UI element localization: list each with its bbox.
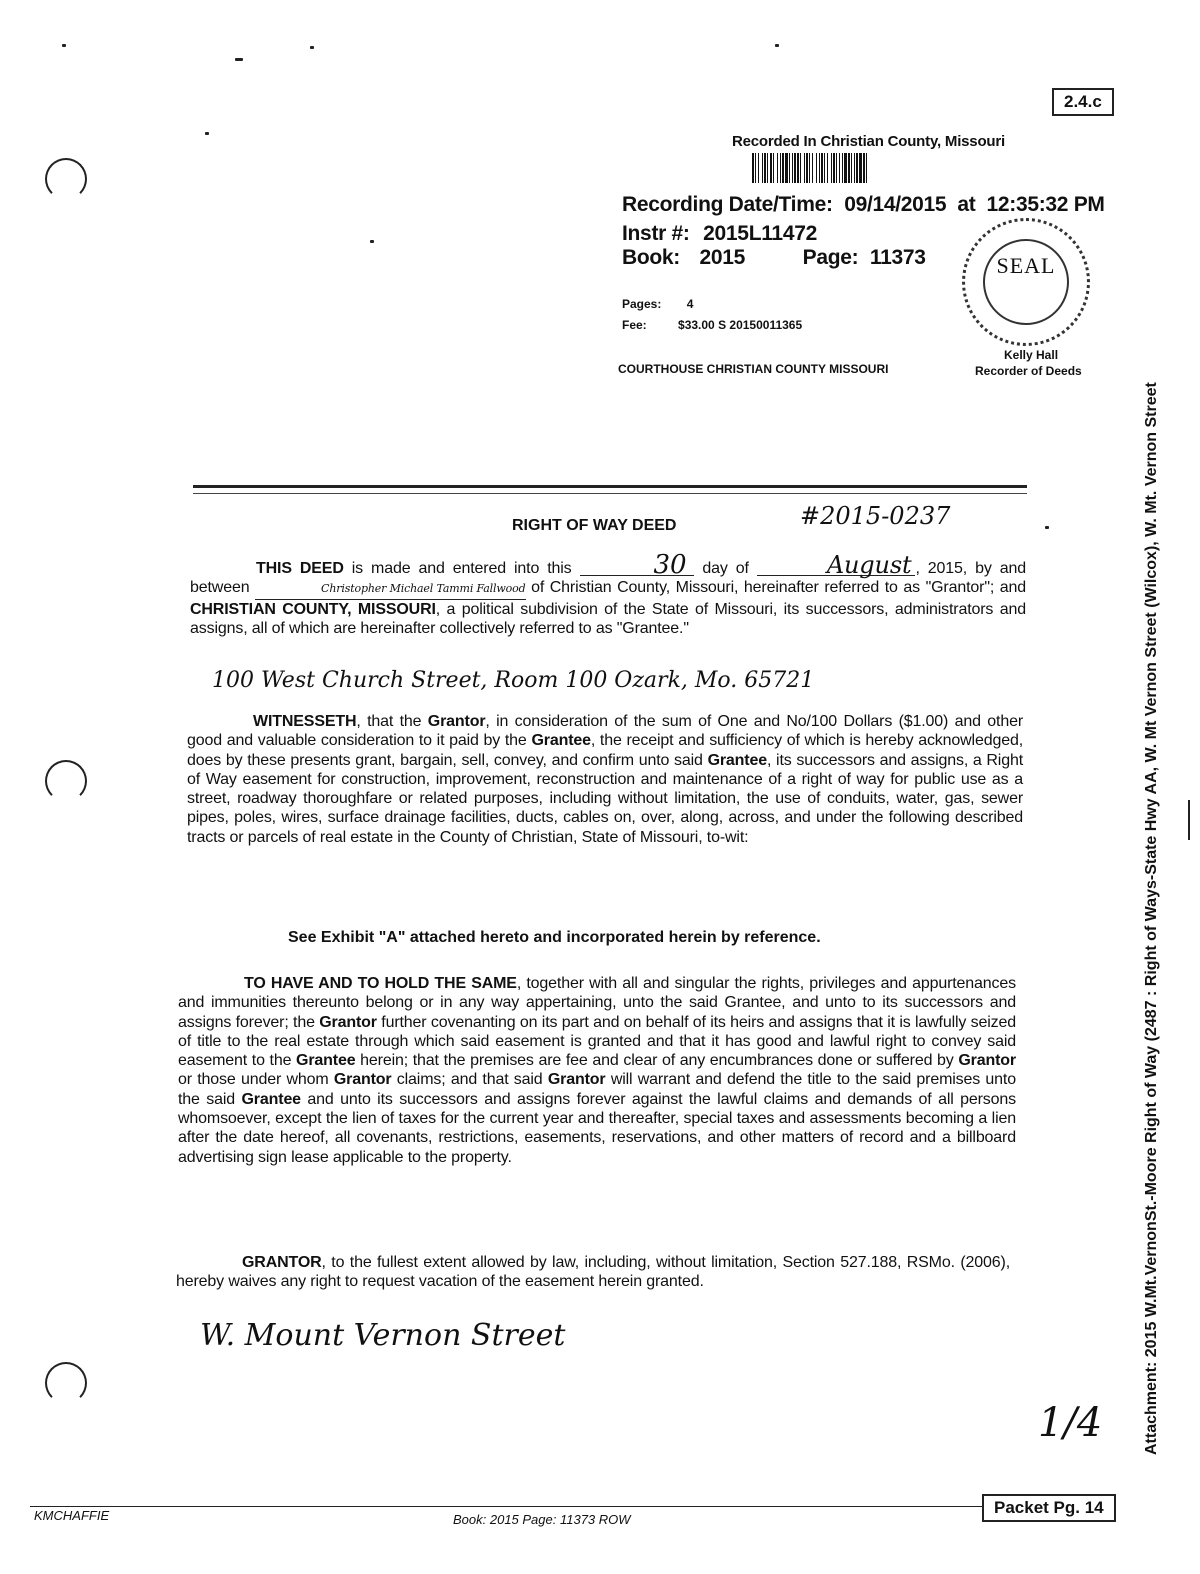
recording-date-label: Recording Date/Time: (622, 193, 833, 216)
habendum-text: , together with all and singular the rights, privileges and appurtenances and immunities thereunto belong or in any way appertaining, unto the said Grantee, and unto to its successors and assigns forever; the (178, 975, 1016, 1031)
recording-barcode (752, 153, 869, 183)
footer-left: KMCHAFFIE (34, 1508, 110, 1523)
intro-text-3: , 2015, by and between (190, 560, 1026, 597)
packet-page-tag (982, 1494, 1116, 1522)
seal-word: SEAL (996, 253, 1056, 278)
habendum-text: and unto its successors and assigns forever against the lawful claims and demands of all persons whomsoever, except the lien of taxes for the current year and thereafter, special taxes and assessments becoming a lien after the date hereof, all covenants, restrictions, easements, reservations, and other matters of record and a billboard advertising sign lease applicable to the property. (178, 1090, 1016, 1166)
witnesseth-paragraph (187, 712, 1023, 847)
book-row (622, 246, 926, 270)
packet-page-text: Packet Pg. 14 (994, 1498, 1104, 1517)
instr-value: 2015L11472 (703, 222, 817, 245)
book-value: 2015 (699, 246, 746, 269)
scan-speck (235, 58, 243, 61)
waiver-text: , to the fullest extent allowed by law, including, without limitation, Section 527.188, RSMo. (2006), hereby waives any right to request vacation of the easement herein granted. (176, 1254, 1010, 1291)
witnesseth-label: WITNESSETH (253, 713, 357, 730)
attachment-code-tag (1052, 88, 1114, 116)
intro-text-1: is made and entered into this (343, 560, 580, 577)
page-value: 11373 (869, 246, 926, 269)
barcode-bar (867, 153, 869, 183)
header-rule (193, 485, 1027, 488)
fee-label: Fee: (622, 318, 647, 332)
waiver-grantor: GRANTOR (242, 1254, 322, 1271)
footer-center: Book: 2015 Page: 11373 ROW (453, 1512, 631, 1527)
grantor-name: Christopher Michael Tammi Fallwood (255, 579, 525, 599)
instr-label: Instr #: (622, 222, 690, 245)
street-handwritten: W. Mount Vernon Street (200, 1318, 566, 1353)
fee-row (622, 318, 802, 332)
habendum-text: further covenanting on its part and on behalf of its heirs and assigns that it is lawfully seized of title to the real estate through which said easement is granted and that it has good and lawful right to convey said easement to the (178, 1013, 1016, 1070)
habendum-text: will warrant and defend the title to the said premises unto the said (178, 1071, 1016, 1108)
waiver-paragraph (176, 1253, 1010, 1292)
header-rule-thin (193, 493, 1027, 494)
habendum-paragraph (178, 974, 1016, 1167)
habendum-grantor: Grantor (333, 1071, 392, 1089)
witness-text: , the receipt and sufficiency of which is hereby acknowledged, does by these presents grant, bargain, sell, convey, and confirm unto said (187, 732, 1023, 769)
recording-date-value: 09/14/2015 at 12:35:32 PM (844, 193, 1105, 216)
intro-text-5: , a political subdivision of the State of Missouri, its successors, administrators and assigns, all of which are hereinafter collectively referred to as "Grantee." (190, 600, 1026, 637)
witness-grantee: Grantee (707, 751, 767, 769)
intro-text-2: day of (694, 560, 757, 577)
grantee-address-handwritten: 100 West Church Street, Room 100 Ozark, Mo. 65721 (212, 668, 815, 693)
intro-text-4: of Christian County, Missouri, hereinafter referred to as "Grantor"; and (525, 579, 1026, 597)
book-label: Book: (622, 246, 680, 269)
deed-title: RIGHT OF WAY DEED (512, 517, 677, 534)
witness-text: , its successors and assigns, a Right of Way easement for construction, improvement, reconstruction and maintenance of a right of way for public use as a street, roadway thoroughfare or related purposes, including without limitation, the use of conduits, water, gas, sewer pipes, poles, wires, surface drainage facilities, ducts, cables on, over, along, across, and under the following described tracts or parcels of real estate in the County of Christian, State of Missouri, to-wit: (187, 751, 1024, 846)
habendum-text: claims; and that said (391, 1071, 548, 1089)
recording-date-row (622, 193, 1105, 217)
habendum-grantor: Grantor (547, 1071, 606, 1089)
seal-inner-ring (983, 239, 1069, 325)
page-fraction: 1/4 (1038, 1400, 1103, 1446)
right-margin-mark (1188, 800, 1190, 840)
exhibit-reference: See Exhibit "A" attached hereto and incorporated herein by reference. (288, 929, 821, 946)
scan-speck (1045, 526, 1049, 529)
recorder-seal (962, 218, 1090, 346)
punch-hole-top (45, 158, 87, 200)
footer-rule (30, 1506, 982, 1507)
courthouse-label: COURTHOUSE CHRISTIAN COUNTY MISSOURI (618, 362, 889, 376)
habendum-text: or those under whom (178, 1071, 334, 1089)
witness-text: , in consideration of the sum of One and No/100 Dollars ($1.00) and other good and valuable consideration to it paid by the (187, 713, 1023, 750)
punch-hole-bottom (45, 1362, 87, 1404)
intro-this-deed: THIS DEED (256, 560, 344, 577)
pages-value: 4 (686, 297, 694, 311)
habendum-grantor: Grantor (958, 1052, 1016, 1070)
recorder-title: Recorder of Deeds (975, 364, 1082, 378)
habendum-text: herein; that the premises are fee and clear of any encumbrances done or suffered by (355, 1052, 959, 1070)
witness-text: , that the (356, 713, 428, 730)
deed-month: August (757, 556, 916, 576)
punch-hole-middle (45, 760, 87, 802)
habendum-grantee: Grantee (296, 1052, 356, 1070)
page-label: Page: (802, 246, 859, 269)
scan-speck (310, 46, 314, 49)
habendum-label: TO HAVE AND TO HOLD THE SAME (244, 975, 517, 992)
witness-grantee: Grantee (531, 732, 591, 750)
pages-label: Pages: (622, 297, 662, 311)
fee-value: $33.00 S 20150011365 (678, 318, 803, 332)
recorder-name: Kelly Hall (1004, 348, 1059, 362)
grantee-name: CHRISTIAN COUNTY, MISSOURI (190, 600, 436, 618)
witness-grantor: Grantor (427, 713, 486, 730)
habendum-grantee: Grantee (241, 1090, 301, 1108)
scan-speck (775, 44, 779, 47)
scan-speck (62, 44, 66, 47)
intro-paragraph (190, 550, 1026, 638)
recorded-in-label: Recorded In Christian County, Missouri (732, 133, 1005, 150)
scan-speck (370, 240, 374, 243)
deed-day: 30 (580, 556, 695, 576)
scan-speck (205, 132, 209, 135)
deed-number: #2015-0237 (800, 502, 951, 530)
attachment-code-text: 2.4.c (1064, 92, 1102, 111)
pages-row (622, 297, 693, 311)
habendum-grantor: Grantor (319, 1013, 377, 1031)
attachment-sidebar: Attachment: 2015 W.Mt.VernonSt.-Moore Right of Way (2487 : Right of Ways-State Hwy AA, W. Mt Vernon Street (Wilcox), W. Mt. Vernon Street (1143, 382, 1160, 1455)
instr-row (622, 222, 817, 246)
